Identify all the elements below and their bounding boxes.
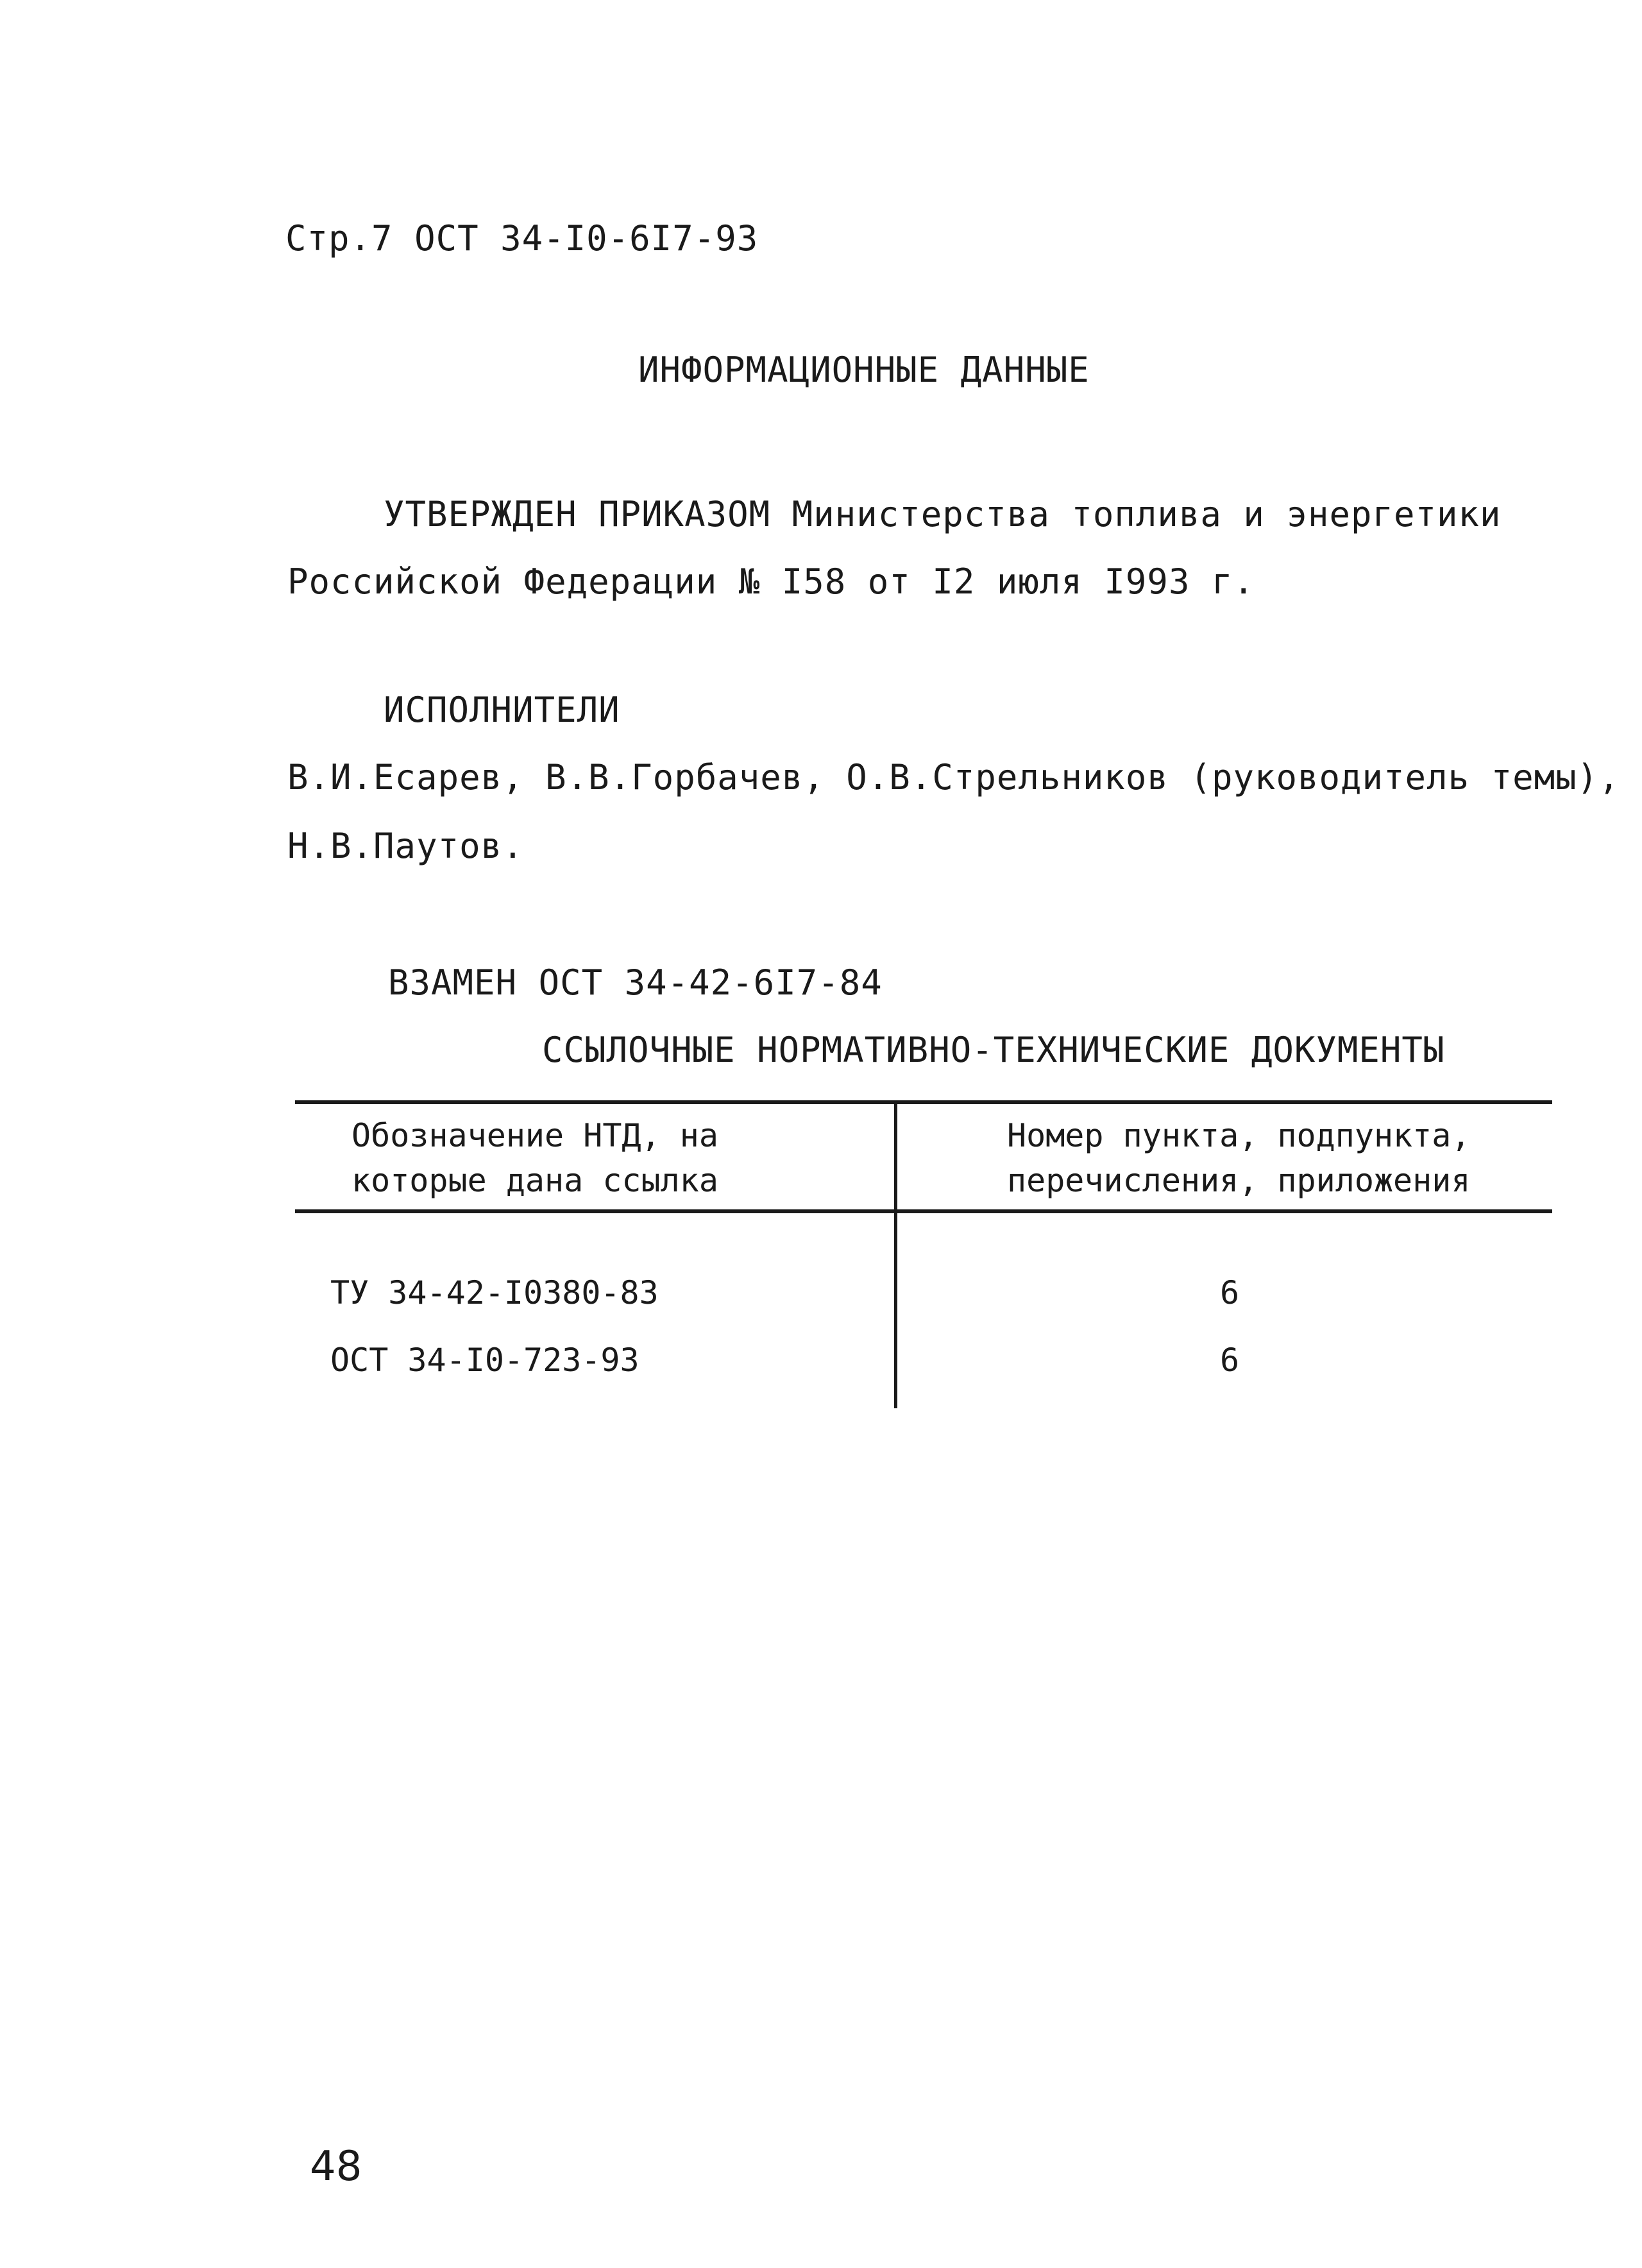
page-number: 48 [310,2143,362,2190]
table-row-2-designation: ОСТ 34-I0-723-93 [330,1342,639,1379]
approved-line-2: Российской Федерации № I58 от I2 июля I993 г. [287,561,1255,602]
authors-heading: ИСПОЛНИТЕЛИ [384,690,620,730]
approved-line-1: УТВЕРЖДЕН ПРИКАЗОМ Министерства топлива и энергетики [384,494,1502,534]
table-row-1-designation: ТУ 34-42-I0380-83 [330,1274,659,1311]
table-row-2-clause: 6 [1220,1342,1240,1379]
references-title: ССЫЛОЧНЫЕ НОРМАТИВНО-ТЕХНИЧЕСКИЕ ДОКУМЕНТЫ [542,1030,1445,1070]
authors-line-2: Н.В.Паутов. [287,826,524,866]
column-header-clause-line-1: Номер пункта, подпункта, [1007,1117,1471,1154]
column-header-clause-line-2: перечисления, приложения [1007,1162,1471,1199]
column-header-designation-line-2: которые дана ссылка [351,1162,718,1199]
table-header-rule [295,1209,1552,1213]
table-top-rule [295,1100,1552,1104]
replaces-note: ВЗАМЕН ОСТ 34-42-6I7-84 [388,962,883,1003]
page-header: Стр.7 ОСТ 34-I0-6I7-93 [285,218,759,259]
page-title: ИНФОРМАЦИОННЫЕ ДАННЫЕ [638,350,1090,390]
column-header-designation-line-1: Обозначение НТД, на [351,1117,718,1154]
authors-line-1: В.И.Есарев, В.В.Горбачев, О.В.Стрельников (руководитель темы), [287,757,1620,797]
table-row-1-clause: 6 [1220,1274,1240,1311]
table-column-divider [894,1100,897,1408]
